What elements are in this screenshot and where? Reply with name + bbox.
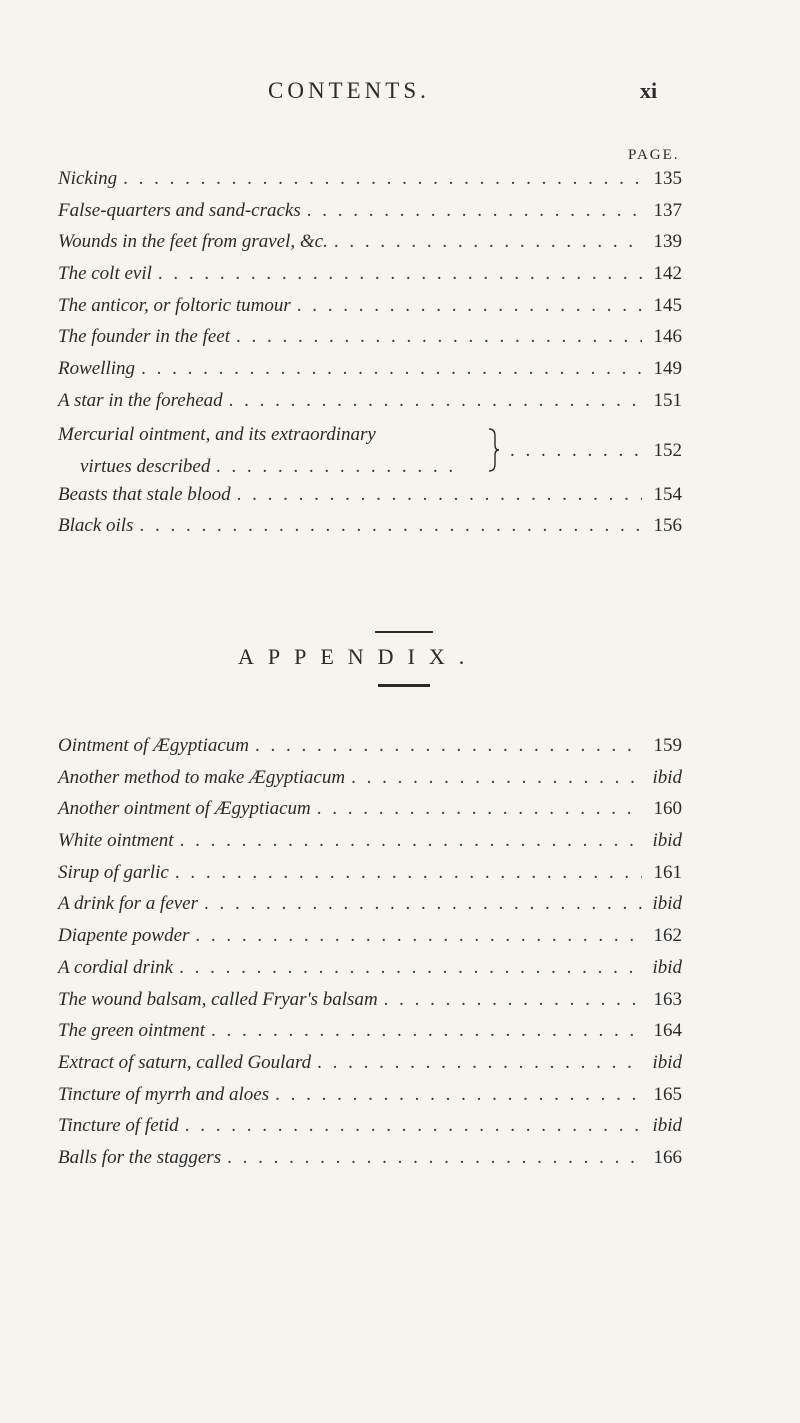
dot-leader xyxy=(351,767,642,789)
appendix-entry-page: 159 xyxy=(653,735,682,756)
appendix-list xyxy=(58,735,682,1179)
page-column-label: PAGE. xyxy=(628,147,680,163)
section-rule-bottom xyxy=(378,684,430,687)
toc-entry-page: 151 xyxy=(653,389,682,411)
dot-leader xyxy=(275,1084,642,1106)
appendix-entry-page: ibid xyxy=(652,1115,682,1137)
appendix-entry-page: 161 xyxy=(653,861,682,883)
toc-entry-title: The colt evil xyxy=(58,263,152,285)
toc-entry-page: 137 xyxy=(653,199,682,221)
appendix-entry-page: ibid xyxy=(652,956,682,978)
toc-entry-page: 135 xyxy=(653,168,682,189)
appendix-entry-page: ibid xyxy=(652,766,682,788)
toc-entry-page: 142 xyxy=(653,263,682,285)
appendix-entry-page: 164 xyxy=(653,1020,682,1042)
toc-entry xyxy=(58,358,682,390)
appendix-entry-title: Tincture of myrrh and aloes xyxy=(58,1083,270,1105)
dot-leader xyxy=(211,1020,642,1042)
dot-leader xyxy=(237,484,642,506)
appendix-entry-title: Another method to make Ægyptiacum xyxy=(58,766,346,788)
appendix-entry-title: A drink for a fever xyxy=(58,893,199,915)
appendix-entry xyxy=(58,893,682,925)
dot-leader xyxy=(158,263,642,285)
appendix-entry xyxy=(58,862,682,894)
dot-leader xyxy=(317,1052,642,1074)
dot-leader xyxy=(141,358,642,380)
toc-entry-title: Rowelling xyxy=(58,358,136,380)
toc-entry xyxy=(58,295,682,327)
toc-entry xyxy=(58,168,682,200)
toc-entry-page: 139 xyxy=(653,231,682,253)
appendix-entry xyxy=(58,735,682,767)
appendix-entry xyxy=(58,830,682,862)
toc-entry-title: Wounds in the feet from gravel, &c. xyxy=(58,231,328,253)
toc-entry-page: 154 xyxy=(653,483,682,505)
toc-entry-title: The founder in the feet xyxy=(58,326,231,348)
toc-entry xyxy=(58,200,682,232)
toc-entry xyxy=(58,515,682,547)
appendix-entry-title: Extract of saturn, called Goulard xyxy=(58,1051,312,1073)
toc-entry-continuation xyxy=(80,456,470,478)
appendix-entry-page: 165 xyxy=(653,1083,682,1105)
dot-leader xyxy=(334,231,642,253)
dot-leader xyxy=(317,798,642,820)
appendix-entry xyxy=(58,957,682,989)
dot-leader xyxy=(175,862,642,884)
toc-entry-page: 149 xyxy=(653,358,682,380)
toc-entry-title-continued: virtues described xyxy=(80,455,211,477)
appendix-entry-page: 162 xyxy=(653,925,682,947)
appendix-entry-title: Sirup of garlic xyxy=(58,861,169,883)
dot-leader xyxy=(179,957,642,979)
toc-entry xyxy=(58,263,682,295)
appendix-entry-page: ibid xyxy=(652,1051,682,1073)
dot-leader xyxy=(185,1115,642,1137)
toc-entry-page: 145 xyxy=(653,294,682,316)
appendix-entry-title: A cordial drink xyxy=(58,956,174,978)
appendix-entry xyxy=(58,1052,682,1084)
appendix-entry xyxy=(58,767,682,799)
toc-entry-title: The anticor, or foltoric tumour xyxy=(58,294,291,316)
appendix-entry xyxy=(58,1020,682,1052)
toc-entry xyxy=(58,484,682,516)
toc-entry-title: Beasts that stale blood xyxy=(58,483,231,505)
toc-entry-page: 152 xyxy=(653,439,682,461)
dot-leader xyxy=(139,515,642,537)
dot-leader xyxy=(227,1147,642,1169)
appendix-heading: APPENDIX. xyxy=(238,644,479,669)
appendix-entry xyxy=(58,1115,682,1147)
toc-entry-page: 156 xyxy=(653,515,682,537)
dot-leader xyxy=(236,326,642,348)
appendix-entry-page: ibid xyxy=(652,830,682,852)
dot-leader xyxy=(216,456,464,478)
appendix-entry-title: Diapente powder xyxy=(58,925,190,947)
appendix-entry-title: The wound balsam, called Fryar's balsam xyxy=(58,988,378,1010)
appendix-entry-title: Another ointment of Ægyptiacum xyxy=(58,798,311,820)
appendix-entry-title: Tincture of fetid xyxy=(58,1115,179,1137)
appendix-entry-title: White ointment xyxy=(58,830,174,852)
toc-entry-title: A star in the forehead xyxy=(58,389,223,411)
appendix-entry xyxy=(58,989,682,1021)
dot-leader xyxy=(123,168,642,190)
appendix-entry-page: 160 xyxy=(653,798,682,820)
dot-leader xyxy=(307,200,642,222)
dot-leader xyxy=(384,989,642,1011)
appendix-entry-title: Balls for the staggers xyxy=(58,1146,222,1168)
toc-entry xyxy=(58,326,682,358)
dot-leader xyxy=(204,893,642,915)
dot-leader xyxy=(297,295,642,317)
section-rule-top xyxy=(375,631,433,633)
appendix-entry xyxy=(58,1084,682,1116)
appendix-entry-title: The green ointment xyxy=(58,1020,206,1042)
toc-entry xyxy=(58,231,682,263)
appendix-entry xyxy=(58,798,682,830)
appendix-entry xyxy=(58,925,682,957)
appendix-entry-page: 163 xyxy=(653,988,682,1010)
appendix-entry-page: 166 xyxy=(653,1146,682,1168)
toc-entry-title: Black oils xyxy=(58,515,134,537)
dot-leader xyxy=(510,440,640,462)
toc-entry-title: False-quarters and sand-cracks xyxy=(58,199,301,221)
dot-leader xyxy=(229,390,642,412)
toc-entry-page: 146 xyxy=(653,326,682,348)
running-head xyxy=(0,78,800,108)
running-head-title: CONTENTS. xyxy=(268,78,430,103)
toc-entry xyxy=(58,390,682,422)
page-folio: xi xyxy=(640,78,658,103)
appendix-entry-page: ibid xyxy=(652,893,682,915)
contents-list xyxy=(58,168,682,547)
right-brace-icon xyxy=(488,428,500,472)
toc-entry-title: Mercurial ointment, and its extraordinary xyxy=(58,423,376,445)
dot-leader xyxy=(180,830,642,852)
toc-entry-title: Nicking xyxy=(58,168,118,189)
appendix-entry-title: Ointment of Ægyptiacum xyxy=(58,735,250,756)
dot-leader xyxy=(255,735,642,757)
toc-entry-two-line xyxy=(58,422,682,484)
dot-leader xyxy=(195,925,642,947)
appendix-entry xyxy=(58,1147,682,1179)
